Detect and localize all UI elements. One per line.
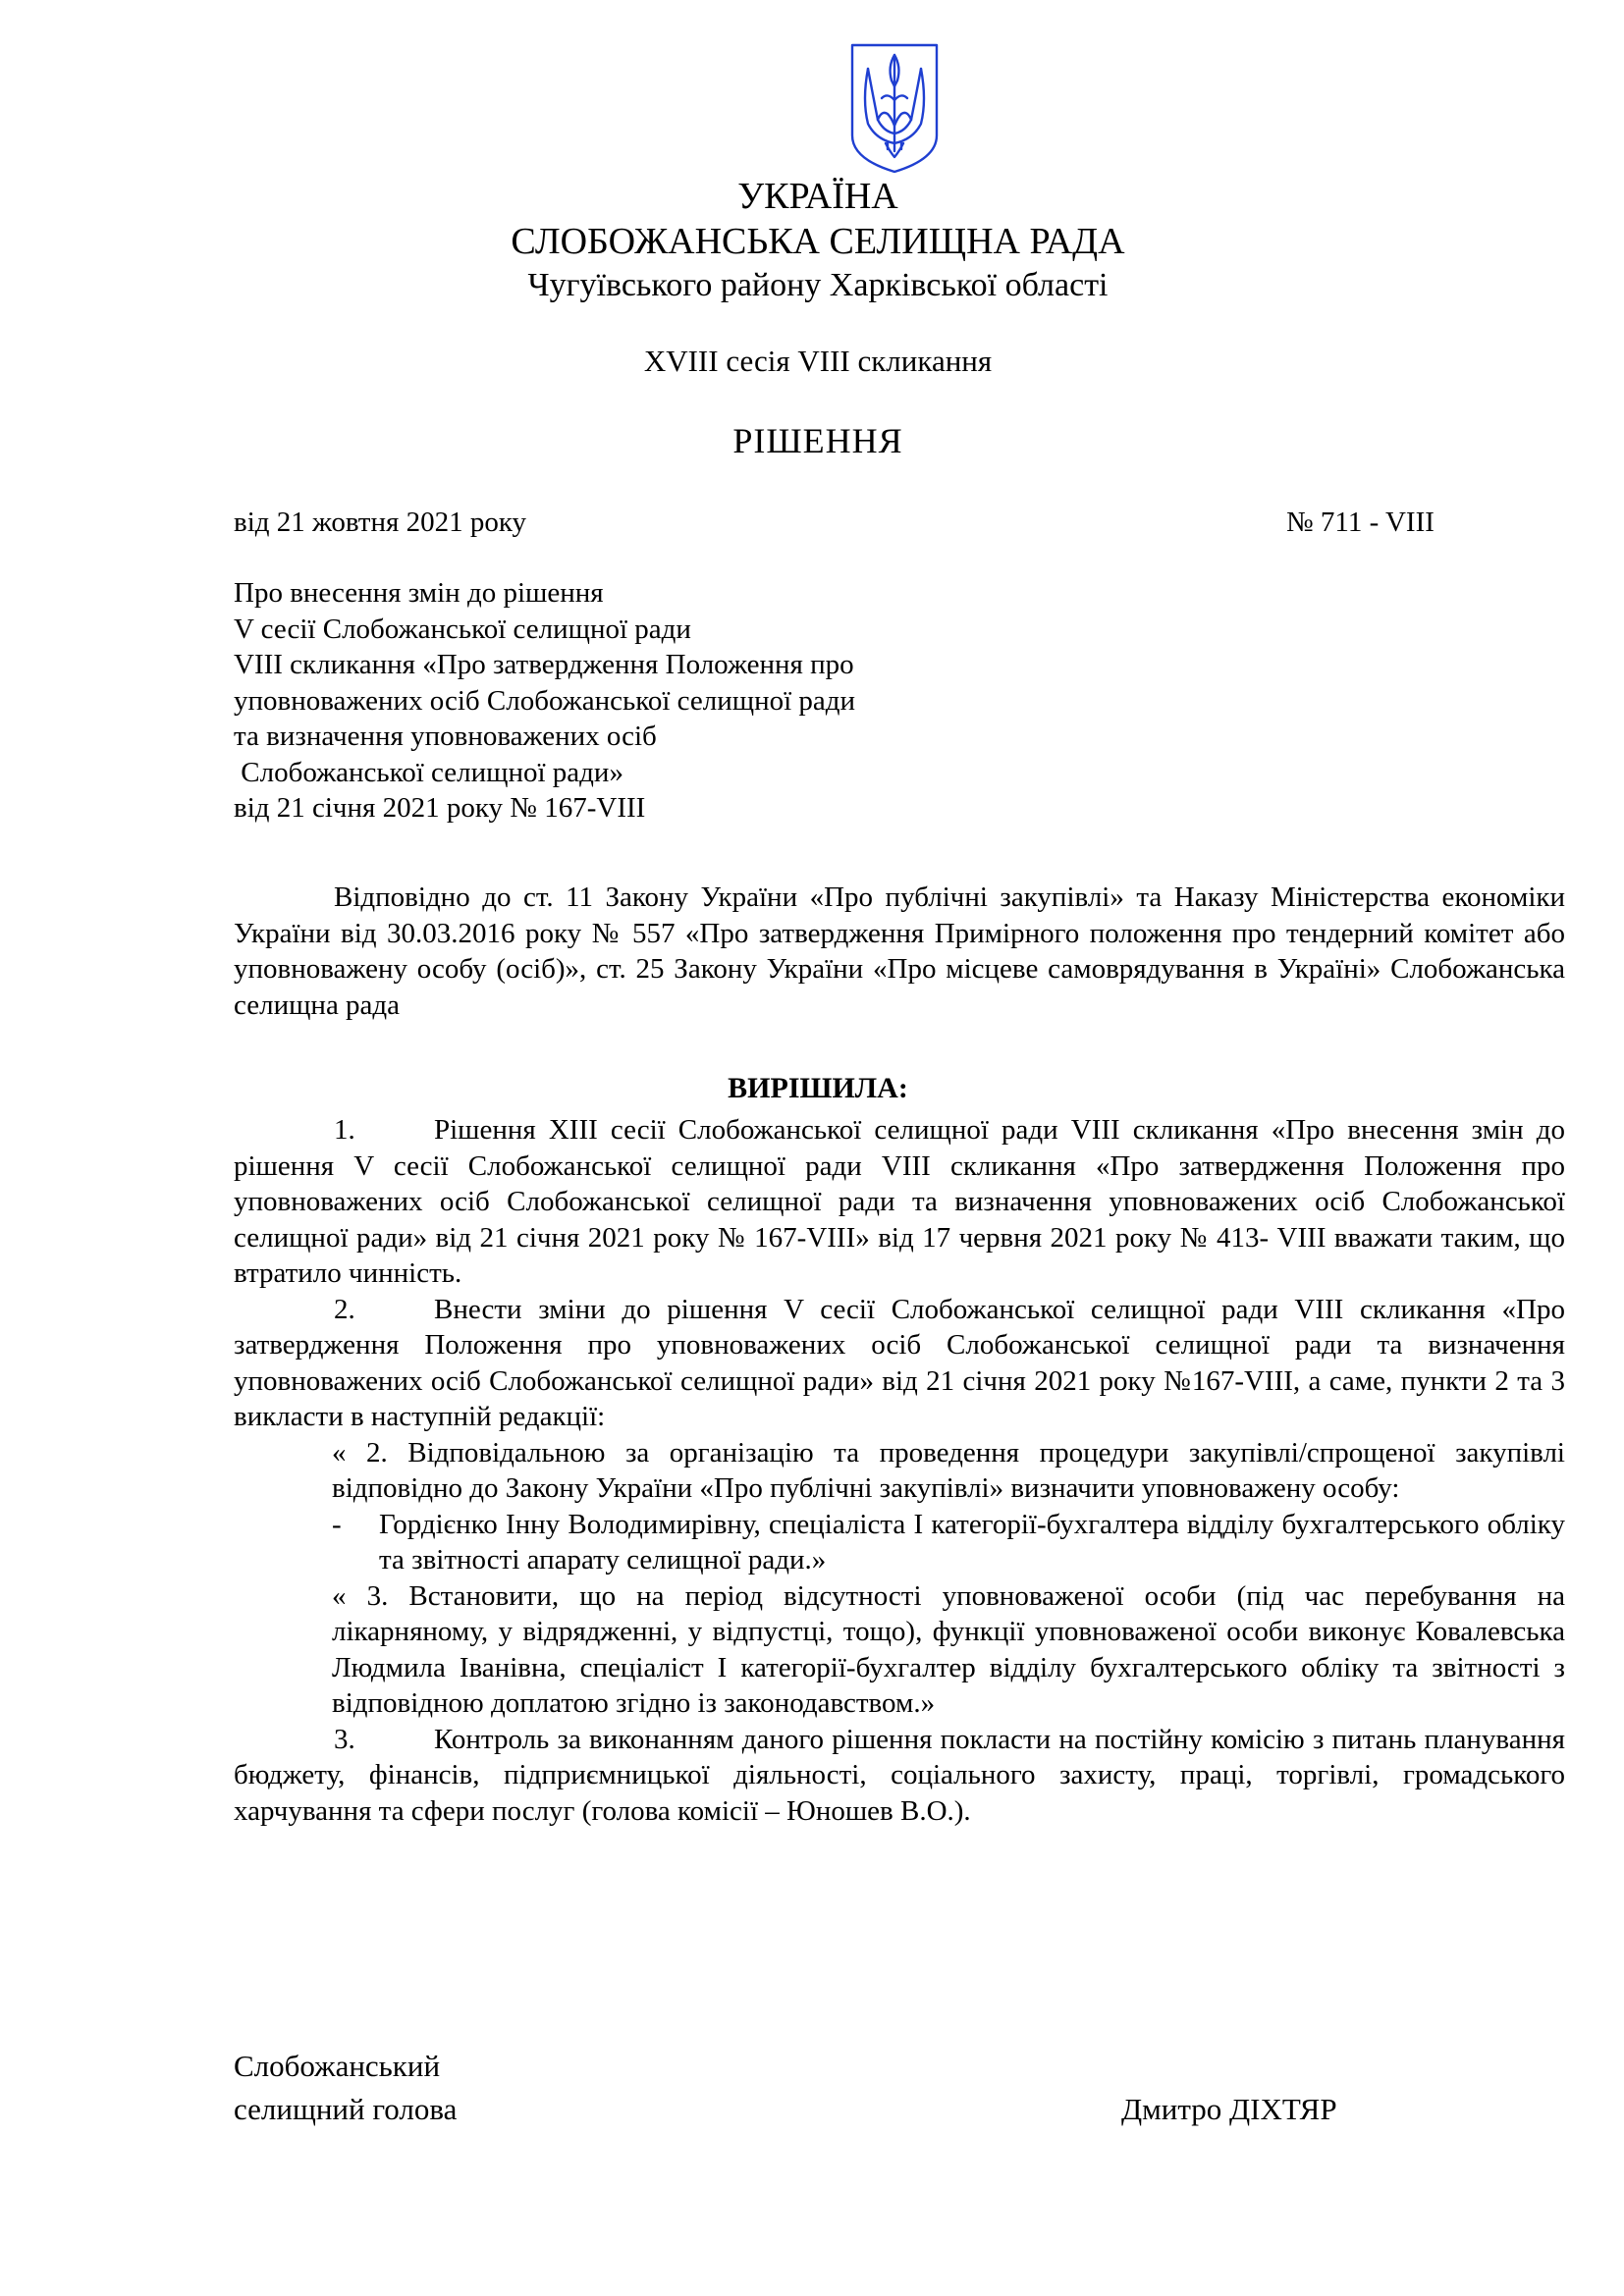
document-title: РІШЕННЯ (732, 421, 903, 460)
item-text: Внести зміни до рішення V сесії Слобожанської селищної ради VIII скликання «Про затвердження Положення про уповноважених осіб Слобожанської селищної ради та визначення уповноважених осіб Слобожанської селищної ради» від 21 січня 2021 року №167-VIII, а саме, пункти 2 та 3 викласти в наступній редакції: (234, 1293, 1565, 1432)
preamble-paragraph: Відповідно до ст. 11 Закону України «Про публічні закупівлі» та Наказу Міністерства економіки України від 30.03.2016 року № 557 «Про затвердження Примірного положення про тендерний комітет або уповноважену особу (осіб)», ст. 25 Закону України «Про місцеве самоврядування в Україні» Слобожанська селищна рада (234, 881, 1565, 1021)
decision-items (234, 1112, 1565, 1829)
signatory-title-line-1: Слобожанський (234, 2049, 441, 2083)
decision-item-3 (234, 1722, 1565, 1830)
decision-number: № 711 - VIII (1286, 507, 1435, 538)
signatory-title (234, 2045, 457, 2131)
subject-line: Слобожанської селищної ради» (234, 756, 623, 788)
list-dash: - (332, 1508, 342, 1540)
resolved-heading: ВИРІШИЛА: (728, 1072, 908, 1104)
decision-item-1 (234, 1112, 1565, 1292)
decision-item-2 (234, 1292, 1565, 1435)
council-name: СЛОБОЖАНСЬКА СЕЛИЩНА РАДА (511, 221, 1125, 262)
subject-line: V сесії Слобожанської селищної ради (234, 613, 691, 645)
subject-line: VIII скликання «Про затвердження Положення про (234, 649, 854, 680)
signatory-name: Дмитро ДІХТЯР (1121, 2092, 1337, 2126)
signatory-title-line-2: селищний голова (234, 2092, 458, 2126)
subject-line: уповноважених осіб Слобожанської селищної ради (234, 684, 856, 717)
session-title: XVIII сесія VIII скликання (643, 344, 993, 378)
decision-subject (234, 575, 855, 827)
subject-line: Про внесення змін до рішення (234, 577, 604, 609)
subject-line: та визначення уповноважених осіб (234, 721, 657, 752)
quoted-point-2: « 2. Відповідальною за організацію та проведення процедури закупівлі/спрощеної закупівлі відповідно до Закону України «Про публічні закупівлі» визначити уповноважену особу: (332, 1436, 1565, 1504)
district-name: Чугуївського району Харківської області (527, 267, 1109, 303)
coat-of-arms-icon (848, 41, 941, 175)
subject-line: від 21 січня 2021 року № 167-VIII (234, 792, 646, 824)
item-text: Контроль за виконанням даного рішення покласти на постійну комісію з питань планування бюджету, фінансів, підприємницької діяльності, соціального захисту, праці, торгівлі, громадського харчування та сфери послуг (голова комісії – Юношев В.О.). (234, 1723, 1565, 1827)
quoted-point-3: « 3. Встановити, що на період відсутності уповноваженої особи (під час перебування на лікарняному, у відрядженні, у відпустці, тощо), функції уповноваженої особи виконує Ковалевська Людмила Іванівна, спеціаліст І категорії-бухгалтер відділу бухгалтерського обліку та звітності з відповідною доплатою згідно із законодавством.» (332, 1579, 1565, 1719)
country-name: УКРАЇНА (737, 176, 898, 217)
decision-date: від 21 жовтня 2021 року (234, 507, 527, 538)
dash-list-item (332, 1507, 1565, 1578)
item-text: Рішення XIII сесії Слобожанської селищної ради VIII скликання «Про внесення змін до рішення V сесії Слобожанської селищної ради VIII скликання «Про затвердження Положення про уповноважених осіб Слобожанської селищної ради та визначення уповноважених осіб Слобожанської селищної ради» від 21 січня 2021 року № 167-VIII» від 17 червня 2021 року № 413- VIII вважати таким, що втратило чинність. (234, 1114, 1565, 1289)
item-number: 2. (334, 1293, 355, 1325)
list-item-text: Гордієнко Інну Володимирівну, спеціаліста І категорії-бухгалтера відділу бухгалтерського обліку та звітності апарату селищної ради.» (379, 1508, 1565, 1575)
item-number: 3. (334, 1723, 355, 1755)
item-number: 1. (334, 1114, 355, 1146)
